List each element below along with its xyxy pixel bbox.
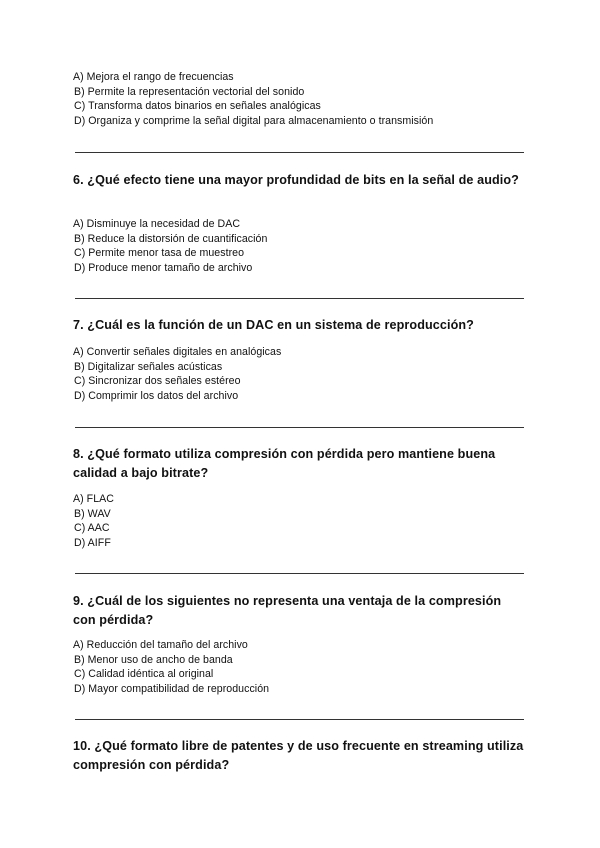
q7-title: 7. ¿Cuál es la función de un DAC en un sistema de reproducción? <box>73 318 474 332</box>
q8-option-a: A) FLAC <box>73 493 114 505</box>
q8-option-c: C) AAC <box>74 522 110 535</box>
q6-option-d: D) Produce menor tamaño de archivo <box>74 261 253 274</box>
q5-options <box>74 70 433 128</box>
q9-title: 9. ¿Cuál de los siguientes no representa una ventaja de la compresión con pérdida? <box>73 594 502 627</box>
q9-option-b: B) Menor uso de ancho de banda <box>74 653 233 666</box>
q5-option-b: B) Permite la representación vectorial del sonido <box>74 85 305 98</box>
q6-option-a: A) Disminuye la necesidad de DAC <box>73 218 241 230</box>
q8-option-d: D) AIFF <box>74 536 111 549</box>
separator-line <box>75 298 524 299</box>
q5-option-c: C) Transforma datos binarios en señales analógicas <box>74 100 321 113</box>
q9-options <box>74 638 269 696</box>
q9-option-a: A) Reducción del tamaño del archivo <box>73 639 248 651</box>
separator-line <box>75 152 524 153</box>
q8-title: 8. ¿Qué formato utiliza compresión con pérdida pero mantiene buena calidad a bajo bitrate? <box>73 447 496 480</box>
q10-title: 10. ¿Qué formato libre de patentes y de uso frecuente en streaming utiliza compresión con pérdida? <box>73 739 524 772</box>
q6-option-b: B) Reduce la distorsión de cuantificación <box>74 232 268 245</box>
q8-options <box>74 492 114 550</box>
q6-options <box>74 217 267 275</box>
q8-option-b: B) WAV <box>74 507 111 520</box>
q9-option-d: D) Mayor compatibilidad de reproducción <box>74 682 270 695</box>
q7-option-d: D) Comprimir los datos del archivo <box>74 389 239 402</box>
q7-option-a: A) Convertir señales digitales en analógicas <box>73 346 282 358</box>
q6-option-c: C) Permite menor tasa de muestreo <box>74 247 245 260</box>
separator-line <box>75 719 524 720</box>
q7-option-c: C) Sincronizar dos señales estéreo <box>74 375 241 388</box>
q6-title: 6. ¿Qué efecto tiene una mayor profundidad de bits en la señal de audio? <box>73 173 519 187</box>
q7-option-b: B) Digitalizar señales acústicas <box>74 360 223 373</box>
q9-option-c: C) Calidad idéntica al original <box>74 668 214 681</box>
q5-option-d: D) Organiza y comprime la señal digital para almacenamiento o transmisión <box>74 114 434 127</box>
separator-line <box>75 427 524 428</box>
q5-option-a: A) Mejora el rango de frecuencias <box>73 71 234 83</box>
q7-options <box>74 345 281 403</box>
separator-line <box>75 573 524 574</box>
